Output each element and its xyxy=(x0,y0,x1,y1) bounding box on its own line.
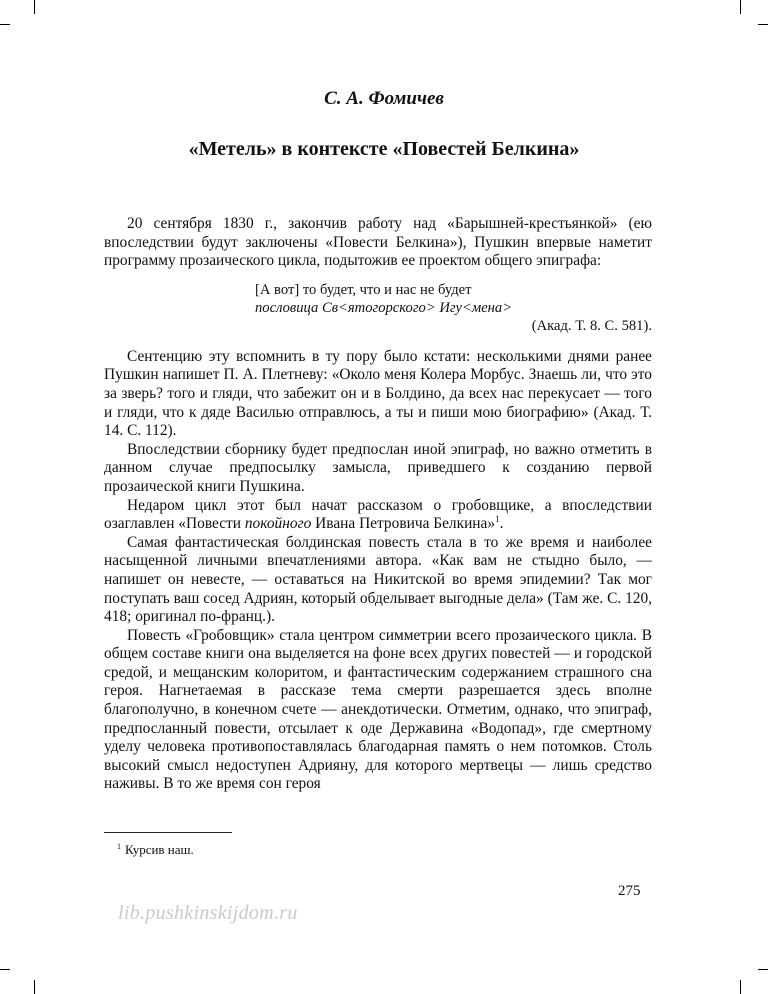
footnote-reference[interactable]: 1 xyxy=(495,514,500,524)
crop-mark-bottom-left-h xyxy=(0,969,10,970)
article-body xyxy=(104,215,652,794)
footnote-divider xyxy=(104,832,232,833)
crop-mark-top-right-h xyxy=(758,24,768,25)
paragraph-3: Впоследствии сборнику будет предпослан иной эпиграф, но важно отметить в данном случае предпосылку замысла, приведшего к созданию первой прозаической книги Пушкина. xyxy=(104,440,652,495)
crop-mark-bottom-left xyxy=(34,980,35,994)
paragraph-1: 20 сентября 1830 г., закончив работу над «Барышней-крестьянкой» (ею впоследствии будут заключены «Повести Белкина»), Пушкин впервые наметит программу прозаического цикла, подытожив ее проектом общего эпиграфа: xyxy=(104,215,652,270)
footnote-text: Курсив наш. xyxy=(125,842,194,857)
watermark: lib.pushkinskijdom.ru xyxy=(118,902,298,924)
crop-mark-top-right xyxy=(740,0,741,14)
crop-mark-top-left xyxy=(34,0,35,14)
paragraph-6: Повесть «Гробовщик» стала центром симметрии всего прозаического цикла. В общем составе книги она выделяется на фоне всех других повестей — и городской средой, и мещанским колоритом, и фантастическим содержанием страшного сна героя. Нагнетаемая в рассказе тема смерти разрешается здесь вполне благополучно, в конечном счете — анекдотически. Отметим, однако, что эпиграф, предпосланный повести, отсылает к оде Державина «Водопад», где смертному уделу человека противопоставлялась благодарная память о нем потомков. Столь высокий смысл недоступен Адрияну, для которого мертвецы — лишь средство наживы. В то же время сон героя xyxy=(104,626,652,793)
crop-mark-top-left-h xyxy=(0,24,10,25)
epigraph xyxy=(255,281,652,335)
paragraph-4-after: Ивана Петровича Белкина» xyxy=(311,515,496,533)
paragraph-2: Сентенцию эту вспомнить в ту пору было кстати: несколькими днями ранее Пушкин напишет П. А. Плетневу: «Около меня Колера Морбус. Знаешь ли, что это за зверь? того и гляди, что забежит он и в Болдино, да всех нас перекусает — того и гляди, что к дяде Василью отправлюсь, а ты и пиши мою биографию» (Акад. Т. 14. С. 112). xyxy=(104,347,652,440)
epigraph-line-2 xyxy=(255,299,652,317)
epigraph-line-1: [А вот] то будет, что и нас не будет xyxy=(255,281,472,298)
footnote-mark: 1 xyxy=(117,841,121,851)
paragraph-5: Самая фантастическая болдинская повесть стала в то же время и наиболее насыщенной личными впечатлениями автора. «Как вам не стыдно было, — напишет он невесте, — оставаться на Никитской во время эпидемии? Так мог поступать ваш сосед Адриян, который обделывает выгодные дела» (Там же. С. 120, 418; оригинал по-франц.). xyxy=(104,533,652,626)
epigraph-line-2-italic: пословица Св<ятогорского> Игу<мена> xyxy=(255,299,513,316)
paragraph-4-before: Недаром цикл этот был начат рассказом о гробовщике, а впоследствии озаглавлен «Повести xyxy=(104,496,652,533)
paragraph-4-end: . xyxy=(499,515,504,533)
crop-mark-bottom-right-h xyxy=(758,969,768,970)
footnote xyxy=(117,842,194,858)
page-number: 275 xyxy=(618,883,641,899)
epigraph-source: (Акад. Т. 8. С. 581). xyxy=(531,317,652,334)
paragraph-4-italic: покойного xyxy=(244,515,312,533)
crop-mark-bottom-right xyxy=(740,980,741,994)
article-title: «Метель» в контексте «Повестей Белкина» xyxy=(188,138,580,160)
article-author: С. А. Фомичев xyxy=(324,88,444,109)
paragraph-4 xyxy=(104,497,652,534)
